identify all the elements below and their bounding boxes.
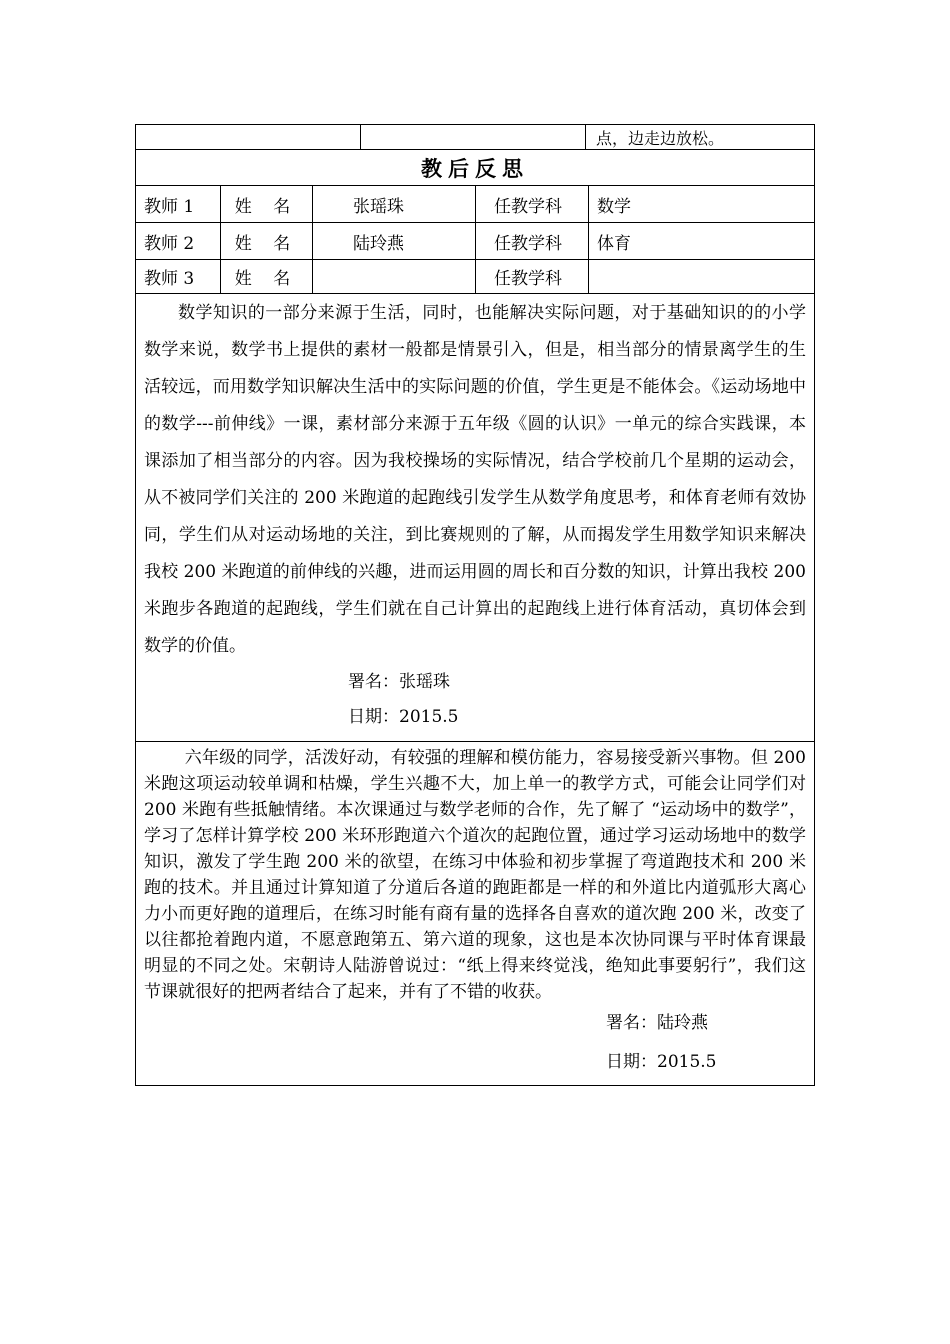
name-label: 姓 名 bbox=[221, 186, 313, 222]
reflection-2-cell bbox=[135, 742, 815, 1086]
reflection-1-signature: 署名：张瑶珠 bbox=[348, 672, 450, 692]
reflection-2-text-block bbox=[136, 742, 814, 1005]
reflection-1-cell bbox=[135, 294, 815, 742]
teacher-row-2 bbox=[135, 223, 815, 260]
reflection-1-text: 数学知识的一部分来源于生活，同时，也能解决实际问题，对于基础知识的的小学数学来说，数学书上提供的素材一般都是情景引入，但是，相当部分的情景离学生的生活较远，而用数学知识解决生活中的实际问题的价值，学生更是不能体会。《运动场地中的数学---前伸线》一课，素材部分来源于五年级《圆的认识》一单元的综合实践课，本课添加了相当部分的内容。因为我校操场的实际情况，结合学校前几个星期的运动会，从不被同学们关注的 200 米跑道的起跑线引发学生从数学角度思考，和体育老师有效协同，学生们从对运动场地的关注，到比赛规则的了解，从而揭发学生用数学知识来解决我校 200 米跑道的前伸线的兴趣，进而运用圆的周长和百分数的知识，计算出我校 200 米跑步各跑道的起跑线，学生们就在自己计算出的起跑线上进行体育活动，真切体会到数学的价值。 bbox=[144, 303, 806, 656]
teacher-label: 教师 3 bbox=[136, 260, 221, 293]
top-right-text: 点，边走边放松。 bbox=[596, 128, 725, 148]
subject-label: 任教学科 bbox=[476, 223, 589, 259]
section-title: 教后反思 bbox=[421, 155, 529, 181]
teacher-row-1 bbox=[135, 186, 815, 223]
reflection-1-text-block bbox=[136, 294, 814, 665]
teacher-name bbox=[313, 260, 476, 293]
teacher-subject bbox=[589, 260, 814, 293]
title-row bbox=[135, 150, 815, 186]
reflection-table bbox=[135, 124, 815, 1086]
name-label: 姓 名 bbox=[221, 260, 313, 293]
top-continuation-row bbox=[135, 124, 815, 150]
teacher-name: 张瑶珠 bbox=[313, 186, 476, 222]
reflection-2-date: 日期：2015.5 bbox=[606, 1052, 717, 1072]
top-cell-3 bbox=[586, 125, 814, 149]
teacher-subject: 数学 bbox=[597, 196, 631, 217]
subject-label: 任教学科 bbox=[476, 186, 589, 222]
teacher-subject: 体育 bbox=[597, 233, 631, 254]
name-label: 姓 名 bbox=[221, 223, 313, 259]
top-cell-1 bbox=[136, 125, 361, 149]
teacher-label: 教师 2 bbox=[136, 223, 221, 259]
teacher-label: 教师 1 bbox=[136, 186, 221, 222]
teacher-row-3 bbox=[135, 260, 815, 294]
reflection-2-signature: 署名：陆玲燕 bbox=[606, 1013, 708, 1033]
reflection-2-text: 六年级的同学，活泼好动，有较强的理解和模仿能力，容易接受新兴事物。但 200 米跑这项运动较单调和枯燥，学生兴趣不大，加上单一的教学方式，可能会让同学们对 200 米跑有些抵触情绪。本次课通过与数学老师的合作，先了解了 “运动场中的数学”， 学习了怎样计算学校 200 米环形跑道六个道次的起跑位置，通过学习运动场地中的数学知识，激发了学生跑 200 米的欲望，在练习中体验和初步掌握了弯道跑技术和 200 米跑的技术。并且通过计算知道了分道后各道的跑距都是一样的和外道比内道弧形大离心力小而更好跑的道理后，在练习时能有商有量的选择各自喜欢的道次跑 200 米，改变了以往都抢着跑内道，不愿意跑第五、第六道的现象，这也是本次协同课与平时体育课最明显的不同之处。宋朝诗人陆游曾说过：“纸上得来终觉浅，绝知此事要躬行”，我们这节课就很好的把两者结合了起来，并有了不错的收获。 bbox=[144, 748, 806, 1002]
teacher-name: 陆玲燕 bbox=[313, 223, 476, 259]
subject-label: 任教学科 bbox=[476, 260, 589, 293]
top-cell-2 bbox=[361, 125, 586, 149]
reflection-1-date: 日期：2015.5 bbox=[348, 707, 459, 727]
